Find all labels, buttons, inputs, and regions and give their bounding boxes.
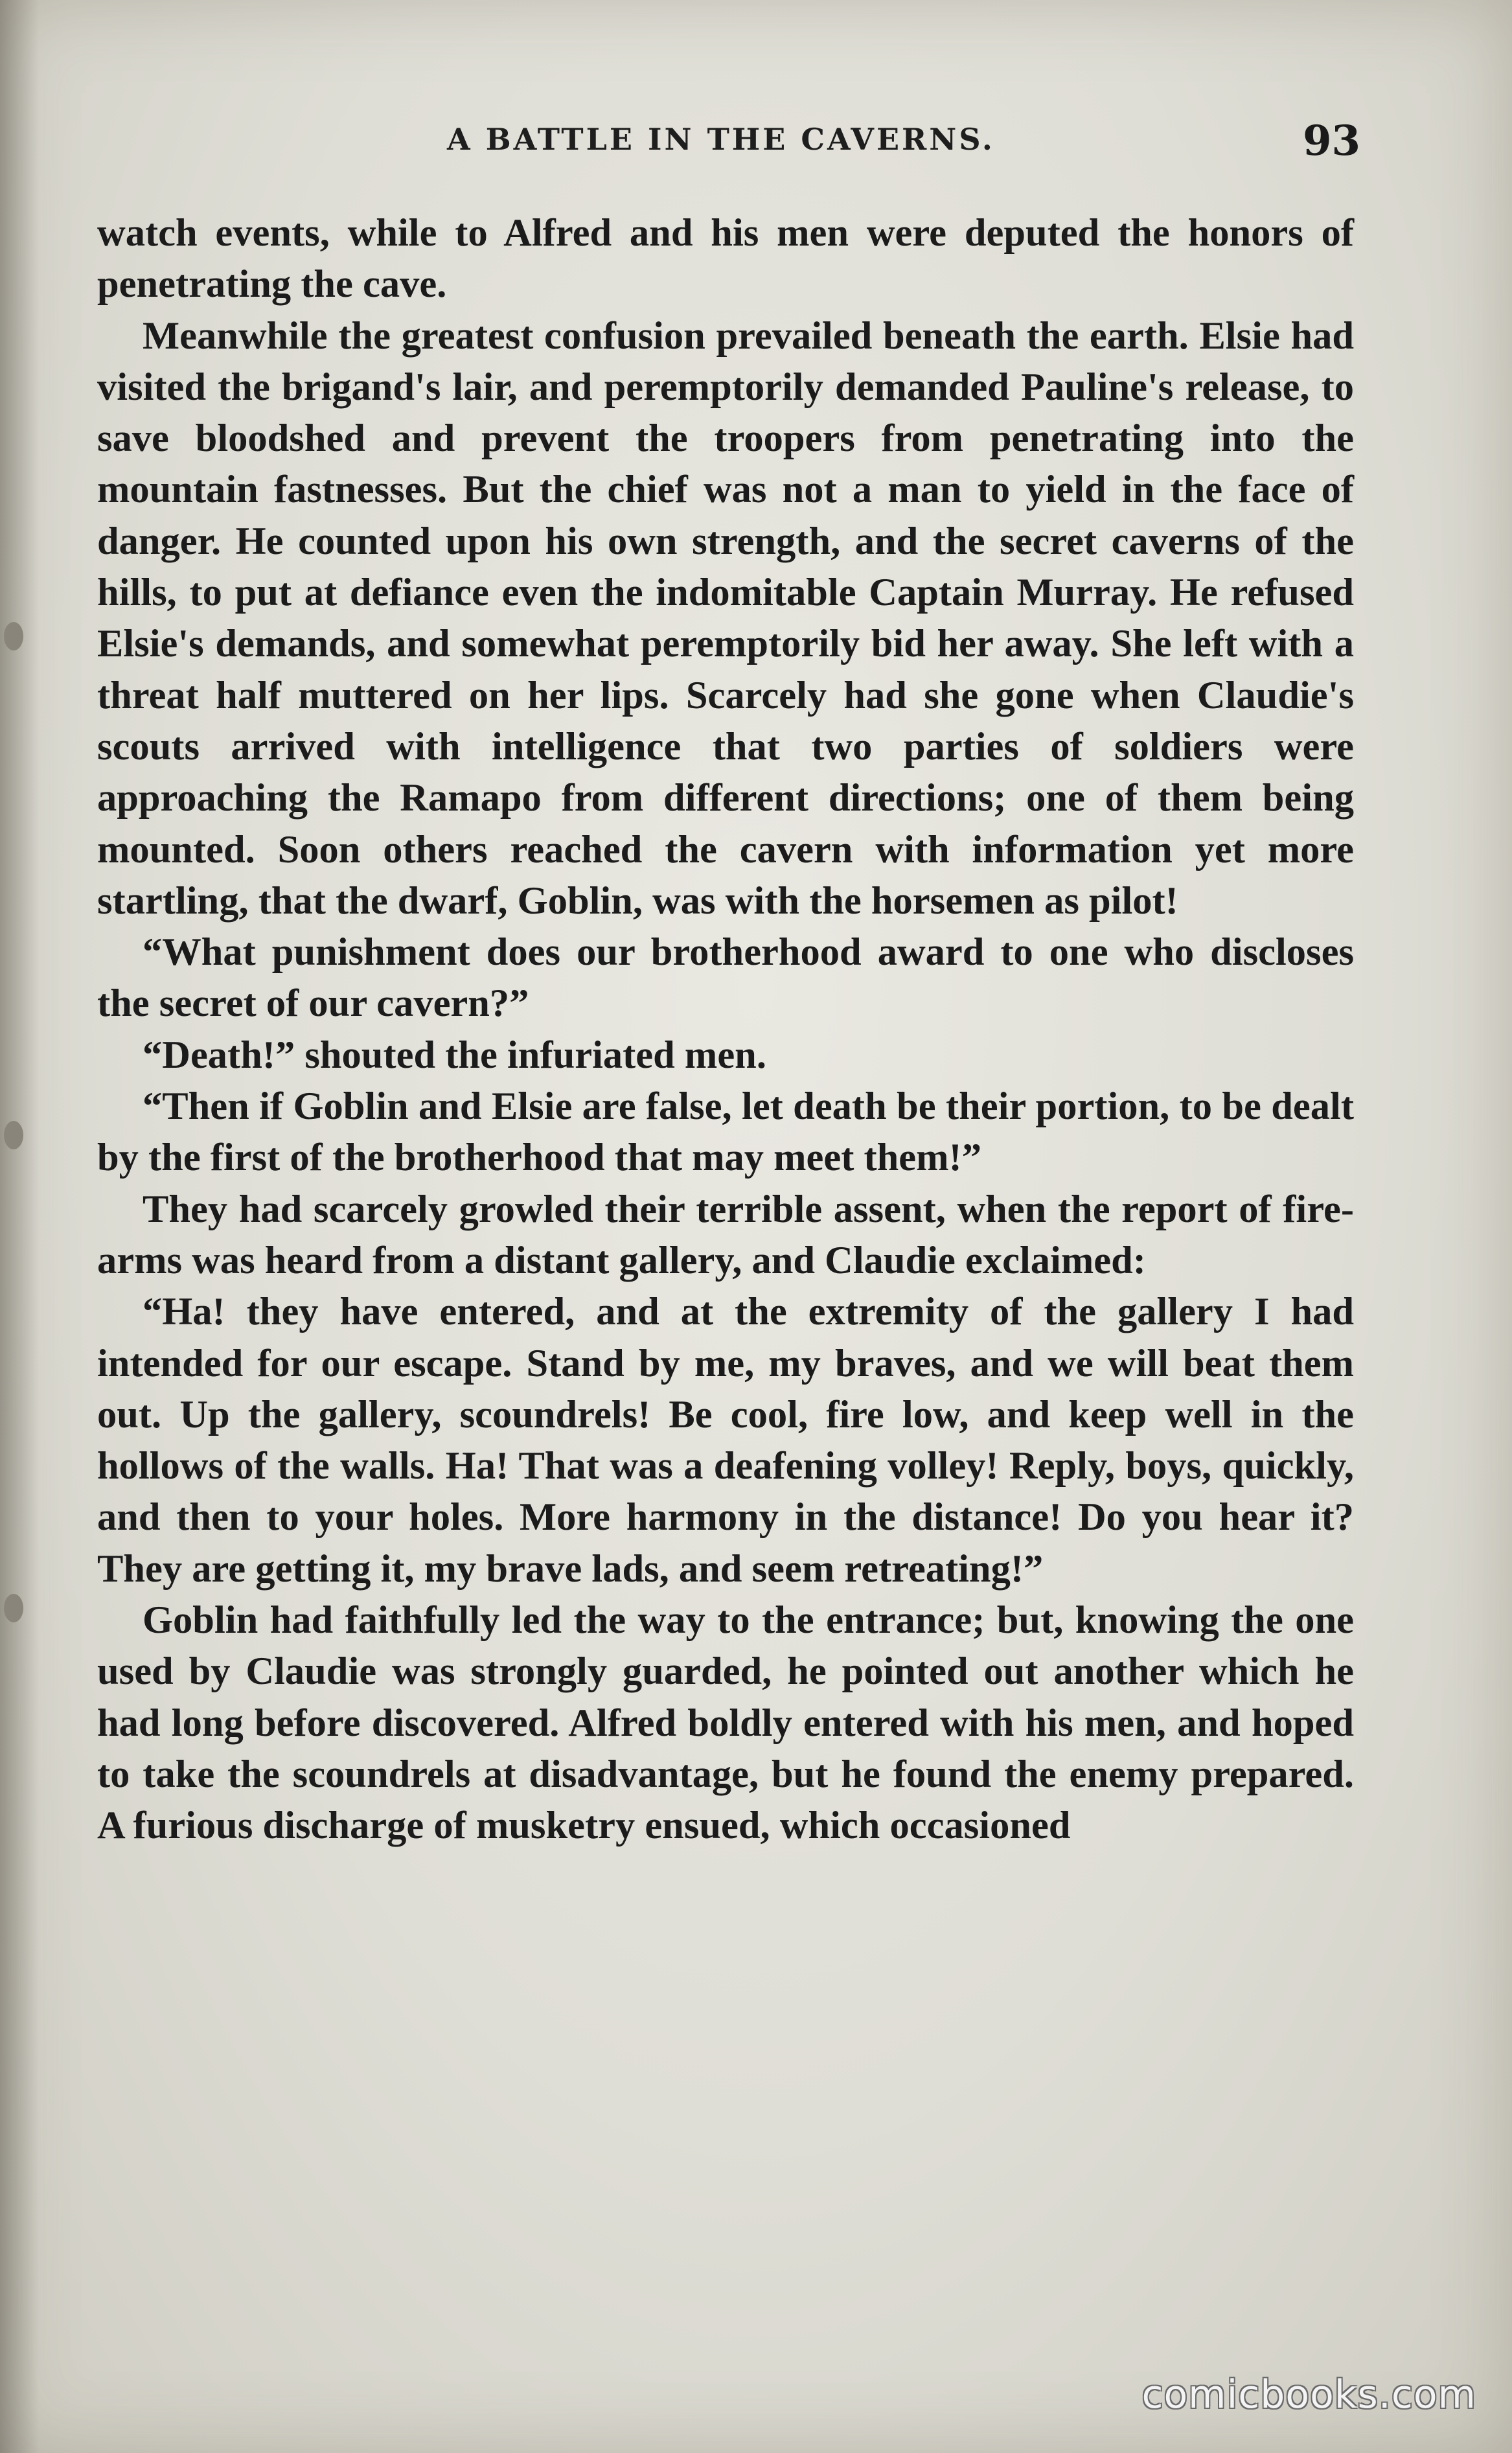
paragraph: “What punishment does our brotherhood award to one who discloses the secret of our cavern?” — [97, 930, 1354, 1026]
paragraph: Goblin had faithfully led the way to the entrance; but, knowing the one used by Claudie was strongly guarded, he pointed out another which he had long before discovered. Alfred boldly entered with his men, and hoped to take the scoundrels at disadvantage, but he found the enemy prepared. A furious discharge of musketry ensued, which occasioned — [97, 1598, 1354, 1848]
running-head — [97, 117, 1360, 168]
paragraph: They had scarcely growled their terrible assent, when the report of fire-arms was heard from a distant gallery, and Claudie exclaimed: — [97, 1187, 1354, 1282]
binding-hole — [4, 622, 23, 651]
chapter-running-title: A BATTLE IN THE CAVERNS. — [447, 122, 995, 157]
paragraph: “Then if Goblin and Elsie are false, let death be their portion, to be dealt by the first of the brotherhood that may meet them!” — [97, 1085, 1354, 1180]
paragraph: “Ha! they have entered, and at the extremity of the gallery I had intended for our escape. Stand by me, my braves, and we will beat them out. Up the gallery, scoundrels! Be cool, fire low, and keep well in the hollows of the walls. Ha! That was a deafening volley! Reply, boys, quickly, and then to your holes. More harmony in the distance! Do you hear it? They are getting it, my brave lads, and seem retreating!” — [97, 1290, 1354, 1591]
paragraph: Meanwhile the greatest confusion prevailed beneath the earth. Elsie had visited the brigand's lair, and peremptorily demanded Pauline's release, to save bloodshed and prevent the troopers from penetrating into the mountain fastnesses. But the chief was not a man to yield in the face of danger. He counted upon his own strength, and the secret caverns of the hills, to put at defiance even the indomitable Captain Murray. He refused Elsie's demands, and somewhat peremptorily bid her away. She left with a threat half muttered on her lips. Scarcely had she gone when Claudie's scouts arrived with intelligence that two parties of soldiers were approaching the Ramapo from different directions; one of them being mounted. Soon others reached the cavern with information yet more startling, that the dwarf, Goblin, was with the horsemen as pilot! — [97, 314, 1354, 923]
binding-hole — [4, 1121, 23, 1149]
paragraph: watch events, while to Alfred and his men were deputed the honors of penetrating the cave. — [97, 211, 1354, 306]
body-text — [97, 207, 1354, 1852]
paragraph: “Death!” shouted the infuriated men. — [143, 1033, 766, 1077]
watermark: comicbooks.com — [1141, 2372, 1476, 2417]
binding-hole — [4, 1594, 23, 1622]
page-number: 93 — [1302, 117, 1360, 165]
